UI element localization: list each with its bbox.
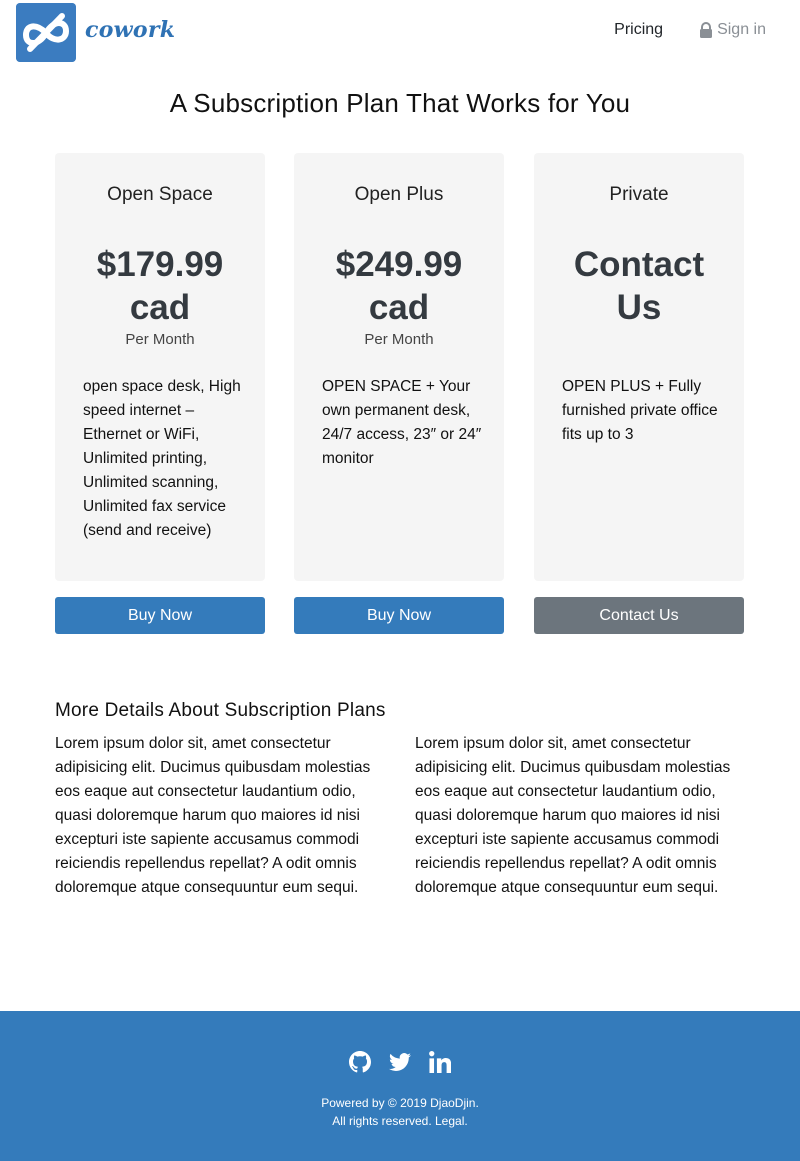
plan-price-line2: Us (616, 288, 662, 327)
page-title: A Subscription Plan That Works for You (169, 88, 631, 118)
site-footer (0, 1011, 800, 1161)
plan-price (534, 243, 744, 329)
plan-price-line1: Contact (573, 245, 705, 284)
plan-card-open-plus (294, 153, 504, 581)
linkedin-link[interactable] (429, 1051, 451, 1073)
plan-description: OPEN PLUS + Fully furnished private office fits up to 3 (562, 378, 718, 443)
plan-price (55, 243, 265, 329)
plan-period: Per Month (364, 331, 434, 348)
twitter-link[interactable] (389, 1051, 411, 1073)
plan-name: Open Space (107, 184, 213, 205)
plan-name: Open Plus (354, 184, 444, 205)
plan-price-line2: cad (368, 288, 430, 327)
contact-us-button[interactable]: Contact Us (534, 597, 744, 634)
nav-signin-link[interactable] (699, 21, 766, 39)
details-text-right: Lorem ipsum dolor sit, amet consectetur adipisicing elit. Ducimus quibusdam molestias eos eaque aut consectetur laudantium odio, quasi doloremque harum quo maiores id nisi excepturi iste sapiente accusamus commodi reiciendis repellendus repellat? A odit omnis doloremque atque consequuntur eum sequi. (415, 735, 731, 896)
plan-card-open-space (55, 153, 265, 581)
logo-link[interactable] (16, 3, 175, 62)
github-icon (349, 1051, 371, 1073)
buy-now-open-plus-button[interactable]: Buy Now (294, 597, 504, 634)
plan-price-line2: cad (129, 288, 191, 327)
plan-price-line1: $179.99 (96, 245, 224, 284)
plan-period: Per Month (125, 331, 195, 348)
nav-pricing-link[interactable]: Pricing (614, 21, 664, 38)
footer-rights: All rights reserved. Legal. (332, 1114, 468, 1128)
plan-name: Private (609, 184, 669, 205)
logo-mark-icon (16, 3, 76, 62)
top-nav (614, 21, 766, 39)
twitter-icon (389, 1051, 411, 1073)
lock-icon (699, 22, 713, 38)
logo-text: cowork (85, 17, 176, 43)
plan-price (294, 243, 504, 329)
footer-powered-by: Powered by © 2019 DjaoDjin. (321, 1096, 479, 1110)
site-header (0, 0, 800, 64)
details-text-left: Lorem ipsum dolor sit, amet consectetur adipisicing elit. Ducimus quibusdam molestias eos eaque aut consectetur laudantium odio, quasi doloremque harum quo maiores id nisi excepturi iste sapiente accusamus commodi reiciendis repellendus repellat? A odit omnis doloremque atque consequuntur eum sequi. (55, 735, 371, 896)
plan-description: open space desk, High speed internet – Ethernet or WiFi, Unlimited printing, Unlimited scanning, Unlimited fax service (send and receive) (83, 378, 241, 539)
linkedin-icon (429, 1051, 451, 1073)
nav-signin-label: Sign in (717, 21, 766, 38)
details-heading: More Details About Subscription Plans (55, 700, 386, 721)
social-links (0, 1051, 800, 1073)
plan-card-private (534, 153, 744, 581)
plan-description: OPEN SPACE + Your own permanent desk, 24/7 access, 23″ or 24″ monitor (322, 378, 482, 467)
github-link[interactable] (349, 1051, 371, 1073)
plan-price-line1: $249.99 (335, 245, 463, 284)
buy-now-open-space-button[interactable]: Buy Now (55, 597, 265, 634)
